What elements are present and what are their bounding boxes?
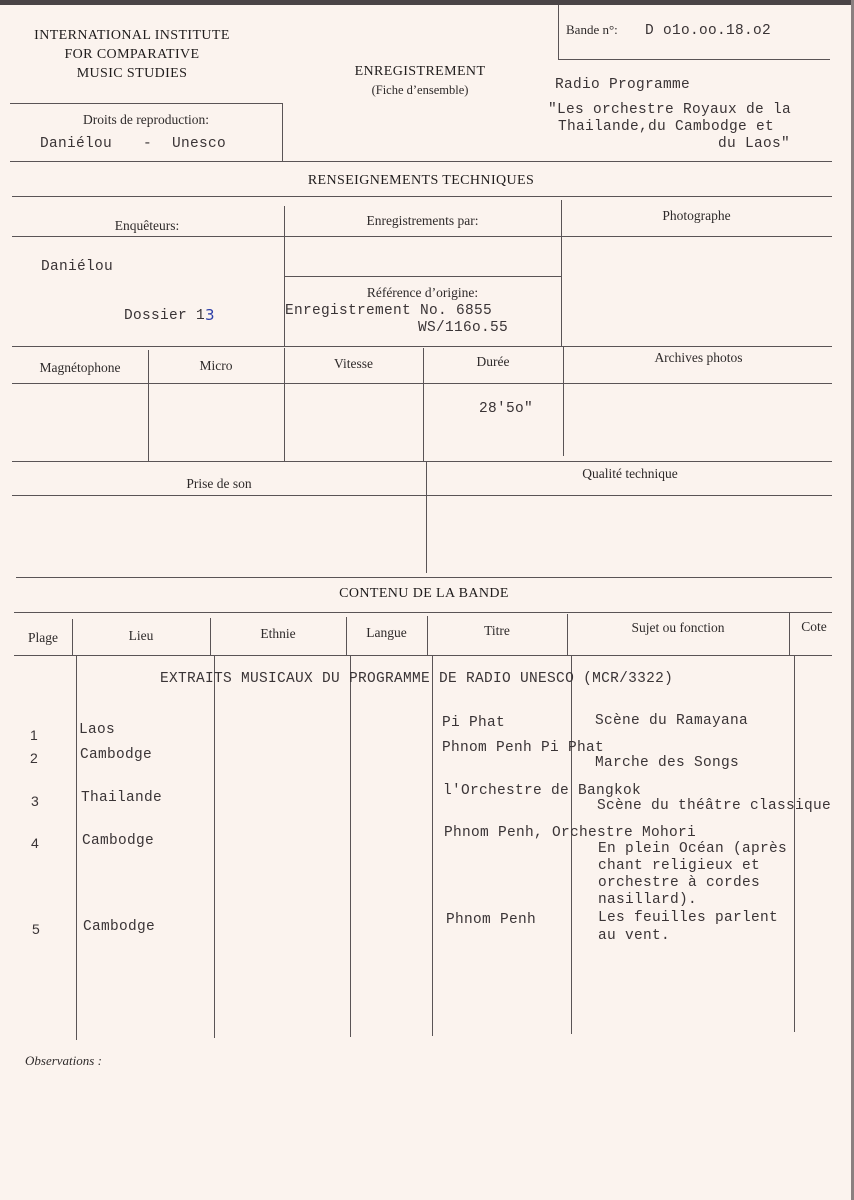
row-1-lieu: Laos	[79, 722, 116, 738]
content-header-rule	[14, 655, 832, 656]
row-5-sujet-line-2: au vent.	[598, 928, 671, 944]
photographe-label: Photographe	[662, 208, 731, 223]
row-4-plage: 4	[31, 835, 39, 851]
row-2-lieu: Cambodge	[80, 747, 153, 763]
institute-name-line-2: FOR COMPARATIVE	[64, 47, 200, 62]
duree-label: Durée	[476, 354, 510, 369]
technical-bottom-rule	[16, 577, 832, 578]
row-4-sujet-line-3: orchestre à cordes	[598, 875, 761, 891]
extract-title: EXTRAITS MUSICAUX DU PROGRAMME DE RADIO UNESCO (MCR/3322)	[160, 671, 674, 687]
rights-value-unesco: Unesco	[172, 136, 227, 152]
row-2-plage: 2	[30, 750, 38, 766]
technical-title-rule	[12, 196, 832, 197]
programme-title-line-1: "Les orchestre Royaux de la	[548, 102, 792, 118]
equipment-header-rule	[12, 383, 832, 384]
programme-title-line-3: du Laos"	[718, 136, 791, 152]
row-4-sujet-line-2: chant religieux et	[598, 858, 761, 874]
technical-section-title: RENSEIGNEMENTS TECHNIQUES	[307, 173, 535, 188]
micro-label: Micro	[199, 358, 233, 373]
enregistrements-label: Enregistrements par:	[366, 213, 479, 228]
row-4-lieu: Cambodge	[82, 833, 155, 849]
rights-box-top-border	[10, 103, 282, 104]
row-4-sujet-line-1: En plein Océan (après	[598, 841, 788, 857]
row-2-sujet: Marche des Songs	[595, 755, 740, 771]
bande-box-bottom-border	[558, 59, 830, 60]
observations-label: Observations :	[25, 1053, 102, 1068]
archives-photos-label: Archives photos	[654, 350, 743, 365]
col-divider-ethnie-head	[346, 617, 347, 656]
prise-top-rule	[12, 461, 832, 462]
equipment-top-rule	[12, 346, 832, 347]
qualite-technique-label: Qualité technique	[582, 466, 678, 481]
row-2-titre: Phnom Penh Pi Phat	[442, 740, 605, 756]
col-divider-ethnie	[350, 656, 351, 1037]
col-divider-sujet	[794, 656, 795, 1032]
bande-box-left-border	[558, 5, 559, 59]
reference-top-rule	[284, 276, 561, 277]
row-1-sujet: Scène du Ramayana	[595, 713, 749, 729]
col-titre-label: Titre	[484, 623, 510, 638]
reference-line-1: Enregistrement No. 6855	[285, 303, 493, 319]
col-langue-label: Langue	[366, 625, 407, 640]
row-3-sujet: Scène du théâtre classique	[597, 798, 832, 814]
row-5-titre: Phnom Penh	[446, 912, 537, 928]
col-divider-plage-head	[72, 619, 73, 656]
content-title-rule	[14, 612, 832, 613]
row-3-titre: l'Orchestre de Bangkok	[443, 783, 642, 799]
prise-de-son-label: Prise de son	[186, 476, 252, 491]
row-5-sujet-line-1: Les feuilles parlent	[598, 910, 779, 926]
col-ethnie-label: Ethnie	[260, 626, 296, 641]
row-1-titre: Pi Phat	[442, 715, 506, 731]
row-4-titre: Phnom Penh, Orchestre Mohori	[444, 825, 697, 841]
col-divider-titre	[571, 656, 572, 1034]
scan-edge-top	[0, 0, 854, 5]
vitesse-label: Vitesse	[334, 356, 373, 371]
magnetophone-label: Magnétophone	[39, 360, 121, 375]
enqueteurs-label: Enquêteurs:	[114, 218, 180, 233]
content-section-title: CONTENU DE LA BANDE	[339, 586, 509, 601]
radio-programme-label: Radio Programme	[555, 77, 691, 93]
row-3-plage: 3	[31, 793, 39, 809]
col-divider-sujet-head	[789, 612, 790, 656]
dossier-value: Dossier 1	[124, 308, 206, 324]
rights-label: Droits de reproduction:	[83, 112, 209, 127]
reference-label: Référence d’origine:	[366, 285, 479, 300]
duree-value: 28'5o"	[479, 401, 534, 417]
rights-box-right-border	[282, 103, 283, 161]
col-divider-titre-head	[567, 614, 568, 656]
rights-dash: -	[143, 136, 153, 152]
institute-name-line-1: INTERNATIONAL INSTITUTE	[34, 28, 230, 43]
reference-line-2: WS/116o.55	[418, 320, 509, 336]
row-3-lieu: Thailande	[81, 790, 163, 806]
prise-header-rule	[12, 495, 832, 496]
record-title: ENREGISTREMENT	[354, 64, 486, 79]
programme-title-line-2: Thailande,du Cambodge et	[558, 119, 775, 135]
bande-label: Bande n°:	[566, 22, 618, 37]
col-cote-label: Cote	[801, 619, 827, 634]
record-subtitle: (Fiche d’ensemble)	[371, 83, 469, 97]
tech-header-rule	[12, 236, 832, 237]
header-bottom-rule	[10, 161, 832, 162]
rights-value-danielou: Daniélou	[40, 136, 113, 152]
col-plage-label: Plage	[28, 630, 58, 645]
col-divider-lieu-head	[210, 618, 211, 656]
col-divider-plage	[76, 656, 77, 1040]
enqueteur-value: Daniélou	[41, 259, 114, 275]
col-lieu-label: Lieu	[128, 628, 154, 643]
row-5-plage: 5	[32, 921, 40, 937]
col-divider-lieu	[214, 656, 215, 1038]
dossier-handwritten-number: 3	[205, 306, 215, 324]
institute-name-line-3: MUSIC STUDIES	[76, 66, 188, 81]
bande-value: D o1o.oo.18.o2	[645, 23, 772, 39]
row-4-sujet-line-4: nasillard).	[598, 892, 698, 908]
row-1-plage: 1	[30, 727, 38, 743]
row-5-lieu: Cambodge	[83, 919, 156, 935]
col-sujet-label: Sujet ou fonction	[631, 620, 725, 635]
col-divider-langue-head	[427, 616, 428, 656]
col-divider-langue	[432, 656, 433, 1036]
